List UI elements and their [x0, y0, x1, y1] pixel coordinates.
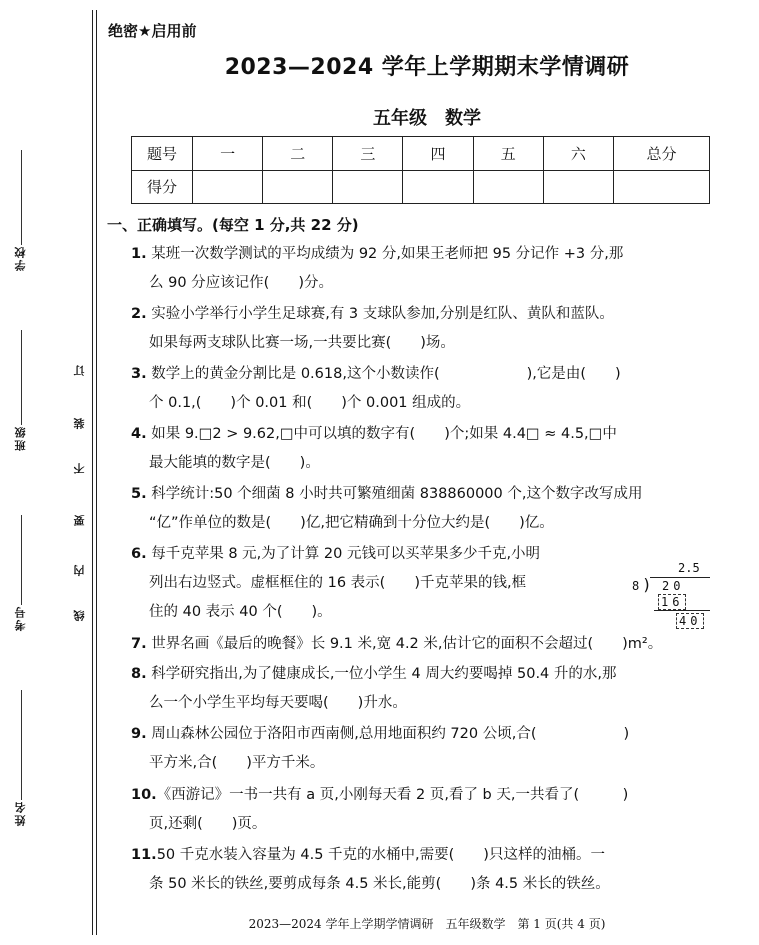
score-table	[131, 136, 710, 204]
question-text: 科学研究指出,为了健康成长,一位小学生 4 周大约要喝掉 50.4 升的水,那	[151, 666, 617, 682]
score-entry-cell[interactable]	[193, 170, 263, 204]
page-footer: 2023—2024 学年上学期学情调研 五年级数学 第 1 页(共 4 页)	[248, 917, 606, 931]
question-number: 3.	[131, 366, 147, 382]
table-cell: 题号	[132, 137, 193, 171]
division-bracket: )	[642, 575, 652, 594]
question-number: 7.	[131, 636, 147, 652]
name-field[interactable]	[8, 690, 34, 826]
secrecy-mark: 绝密★启用前	[108, 22, 197, 40]
seal-char: 线	[73, 610, 86, 621]
binding-line	[92, 10, 93, 935]
question-number: 6.	[131, 546, 147, 562]
division-step-16: 16	[658, 594, 686, 610]
score-table-header-row	[132, 137, 710, 171]
question-text: 某班一次数学测试的平均成绩为 92 分,如果王老师把 95 分记作 +3 分,那	[151, 246, 624, 262]
question-text: “亿”作单位的数是( )亿,把它精确到十分位大约是( )亿。	[149, 515, 554, 531]
table-cell: 一	[193, 137, 263, 171]
question-2	[131, 300, 721, 358]
school-field[interactable]	[8, 150, 34, 271]
question-number: 8.	[131, 666, 147, 682]
question-text: 条 50 米长的铁丝,要剪成每条 4.5 米长,能剪( )条 4.5 米长的铁丝。	[149, 876, 610, 892]
question-text: 么一个小学生平均每天要喝( )升水。	[149, 695, 407, 711]
exam-title: 2023—2024 学年上学期期末学情调研	[224, 55, 630, 80]
score-entry-cell[interactable]	[473, 170, 543, 204]
question-5	[131, 480, 721, 538]
question-text: 平方米,合( )平方千米。	[149, 755, 325, 771]
table-cell: 三	[333, 137, 403, 171]
question-text: 页,还剩( )页。	[149, 816, 267, 832]
question-1	[131, 240, 721, 298]
question-number: 5.	[131, 486, 147, 502]
division-dividend: 20	[662, 579, 685, 593]
exam-number-field[interactable]	[8, 515, 34, 631]
question-text: 世界名画《最后的晚餐》长 9.1 米,宽 4.2 米,估计它的面积不会超过( )m²。	[151, 636, 663, 652]
question-text: 数学上的黄金分割比是 0.618,这个小数读作( ),它是由( )	[151, 366, 621, 382]
question-number: 11.	[131, 847, 157, 863]
question-number: 1.	[131, 246, 147, 262]
table-cell: 总分	[614, 137, 710, 171]
seal-char: 要	[73, 515, 86, 526]
question-6	[131, 540, 631, 627]
question-text: 个 0.1,( )个 0.01 和( )个 0.001 组成的。	[149, 395, 471, 411]
question-text: 最大能填的数字是( )。	[149, 455, 320, 471]
question-9	[131, 720, 721, 778]
class-field[interactable]	[8, 330, 34, 451]
question-text: 实验小学举行小学生足球赛,有 3 支球队参加,分别是红队、黄队和蓝队。	[151, 306, 614, 322]
question-3	[131, 360, 721, 418]
binding-margin	[0, 0, 100, 945]
seal-char: 内	[73, 565, 86, 576]
question-text: 如果 9.□2 > 9.62,□中可以填的数字有( )个;如果 4.4□ ≈ 4.5,□中	[151, 426, 617, 442]
question-8	[131, 660, 721, 718]
question-10	[131, 781, 721, 839]
score-entry-cell[interactable]	[263, 170, 333, 204]
exam-number-label: 考号	[14, 605, 27, 631]
division-divisor: 8	[632, 579, 640, 593]
table-cell: 五	[473, 137, 543, 171]
question-text: 50 千克水装入容量为 4.5 千克的水桶中,需要( )只这样的油桶。一	[156, 847, 605, 863]
question-text: 科学统计:50 个细菌 8 小时共可繁殖细菌 838860000 个,这个数字改写成用	[151, 486, 643, 502]
score-entry-cell[interactable]	[543, 170, 613, 204]
section-title: 一、正确填写。(每空 1 分,共 22 分)	[107, 216, 359, 234]
table-cell: 二	[263, 137, 333, 171]
question-4	[131, 420, 721, 478]
table-cell: 六	[543, 137, 613, 171]
question-7	[131, 630, 731, 659]
division-quotient: 2.5	[678, 561, 700, 575]
question-number: 4.	[131, 426, 147, 442]
question-number: 2.	[131, 306, 147, 322]
score-entry-cell[interactable]	[614, 170, 710, 204]
question-text: 《西游记》一书一共有 a 页,小刚每天看 2 页,看了 b 天,一共看了( )	[156, 787, 629, 803]
division-step-40: 40	[676, 613, 704, 629]
question-text: 住的 40 表示 40 个( )。	[149, 604, 332, 620]
score-entry-cell[interactable]	[333, 170, 403, 204]
seal-char: 不	[73, 463, 86, 474]
class-label: 班级	[14, 425, 27, 451]
exam-subtitle: 五年级 数学	[373, 108, 481, 129]
name-label: 姓名	[14, 800, 27, 826]
score-table-score-row	[132, 170, 710, 204]
seal-char: 装	[73, 418, 86, 429]
question-number: 9.	[131, 726, 147, 742]
table-cell: 四	[403, 137, 473, 171]
question-11	[131, 841, 721, 899]
question-text: 每千克苹果 8 元,为了计算 20 元钱可以买苹果多少千克,小明	[151, 546, 541, 562]
question-text: 周山森林公园位于洛阳市西南侧,总用地面积约 720 公顷,合( )	[151, 726, 630, 742]
school-label: 学校	[14, 245, 27, 271]
binding-line	[96, 10, 97, 935]
question-text: 列出右边竖式。虚框框住的 16 表示( )千克苹果的钱,框	[149, 575, 527, 591]
long-division-figure	[632, 561, 712, 628]
score-entry-cell[interactable]	[403, 170, 473, 204]
question-number: 10.	[131, 787, 157, 803]
seal-char: 订	[73, 365, 86, 376]
table-cell: 得分	[132, 170, 193, 204]
question-text: 如果每两支球队比赛一场,一共要比赛( )场。	[149, 335, 455, 351]
question-text: 么 90 分应该记作( )分。	[149, 275, 333, 291]
